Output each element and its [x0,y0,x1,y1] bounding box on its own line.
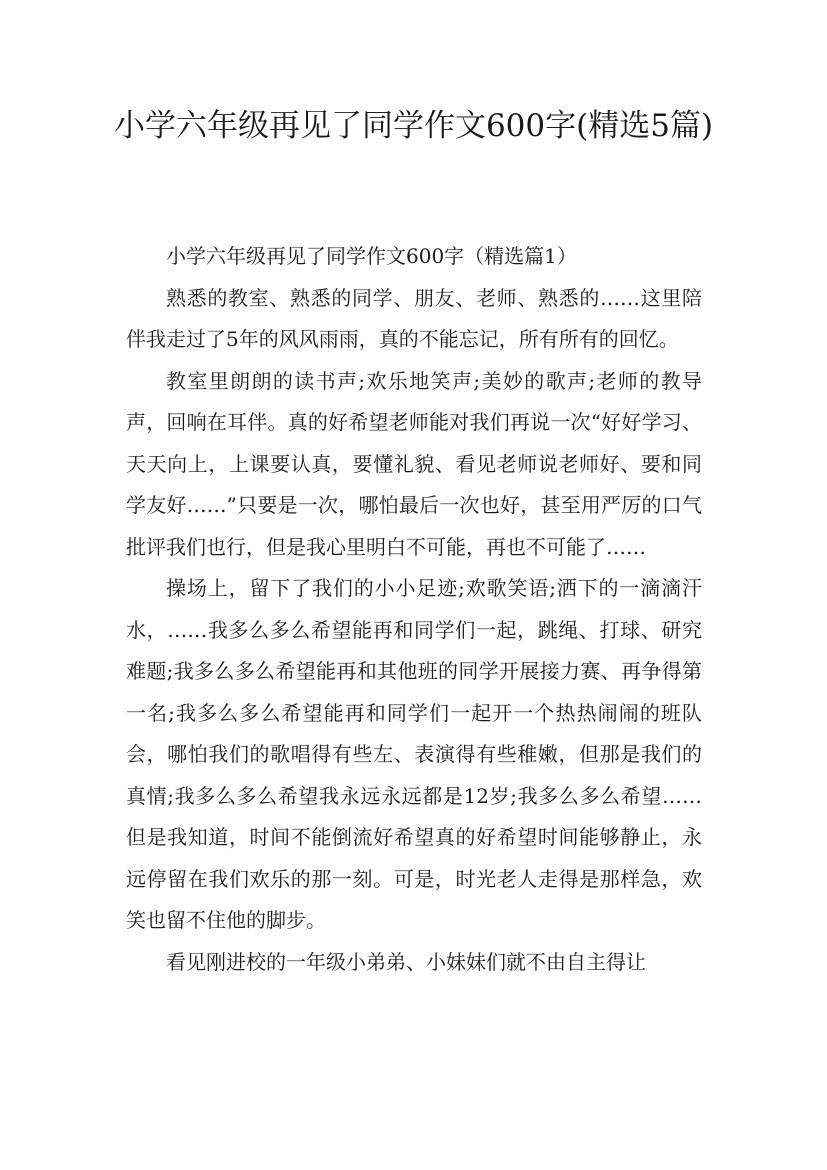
document-body [126,236,702,983]
paragraph: 操场上，留下了我们的小小足迹;欢歌笑语;洒下的一滴滴汗水，……我多么多么希望能再和同学们一起，跳绳、打球、研究难题;我多么多么希望能再和其他班的同学开展接力赛、再争得第一名;我多么多么希望能再和同学们一起开一个热热闹闹的班队会，哪怕我们的歌唱得有些左、表演得有些稚嫩，但那是我们的真情;我多么多么希望我永远永远都是12岁;我多么多么希望……但是我知道，时间不能倒流好希望真的好希望时间能够静止，永远停留在我们欢乐的那一刻。可是，时光老人走得是那样急，欢笑也留不住他的脚步。 [126,576,702,932]
paragraph: 熟悉的教室、熟悉的同学、朋友、老师、熟悉的……这里陪伴我走过了5年的风风雨雨，真的不能忘记，所有所有的回忆。 [126,285,702,351]
paragraph: 看见刚进校的一年级小弟弟、小妹妹们就不由自主得让 [166,949,646,974]
document-title: 小学六年级再见了同学作文600字(精选5篇) [113,108,714,144]
paragraph: 教室里朗朗的读书声;欢乐地笑声;美妙的歌声;老师的教导声，回响在耳伴。真的好希望老师能对我们再说一次“好好学习、天天向上，上课要认真，要懂礼貌、看见老师说老师好、要和同学友好……”只要是一次，哪怕最后一次也好，甚至用严厉的口气批评我们也行，但是我心里明白不可能，再也不可能了…… [126,368,702,559]
section-heading: 小学六年级再见了同学作文600字（精选篇1） [166,244,577,268]
